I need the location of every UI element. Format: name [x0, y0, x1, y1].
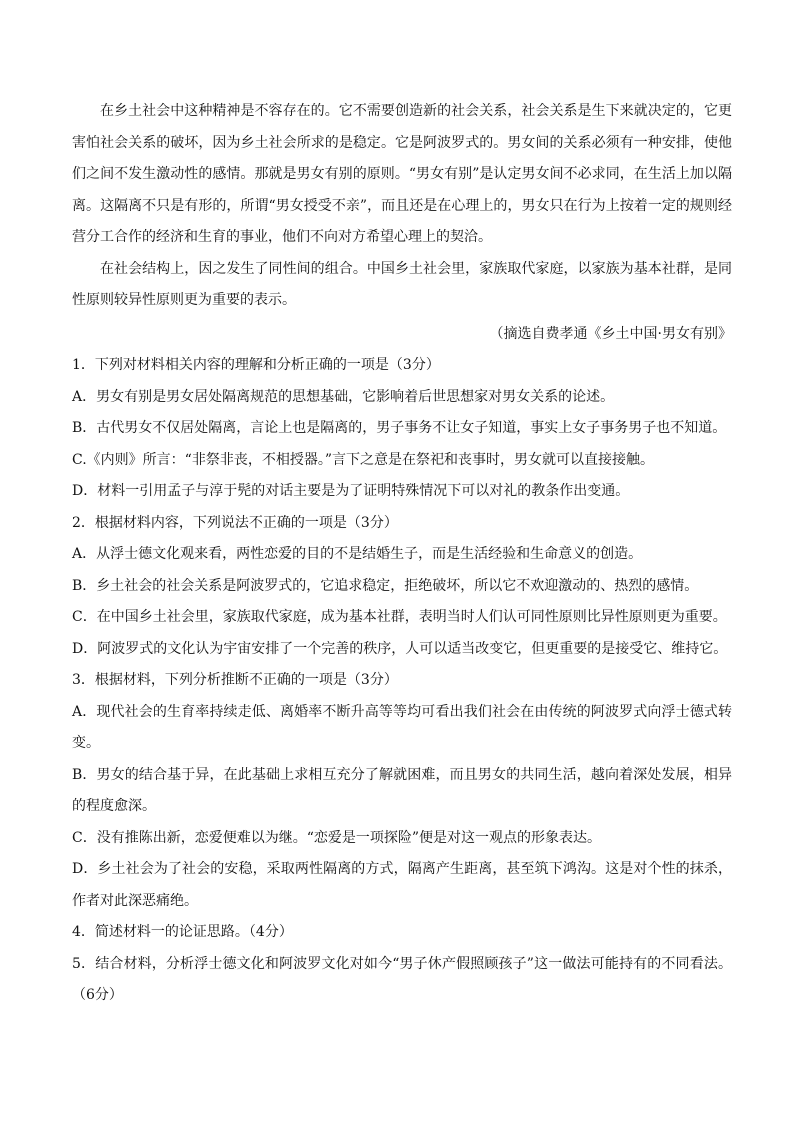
option-c: C．在中国乡土社会里，家族取代家庭，成为基本社群，表明当时人们认可同性原则比异性原则更为重要。 [72, 609, 727, 625]
option-d: D．材料一引用孟子与淳于髡的对话主要是为了证明特殊情况下可以对礼的教条作出变通。 [72, 483, 630, 499]
option-b: B．乡土社会的社会关系是阿波罗式的，它追求稳定，拒绝破坏，所以它不欢迎激动的、热烈的感情。 [72, 577, 699, 594]
option-a: A．现代社会的生育率持续走低、离婚率不断升高等等均可看出我们社会在由传统的阿波罗式向浮士德式转变。 [72, 703, 732, 751]
option-d: D．阿波罗式的文化认为宇宙安排了一个完善的秩序，人可以适当改变它，但更重要的是接受它、维持它。 [72, 640, 728, 657]
passage-paragraph-2: 在社会结构上，因之发生了同性间的组合。中国乡土社会里，家族取代家庭，以家族为基本社群，是同性原则较异性原则更为重要的表示。 [72, 260, 732, 308]
option-c: C.《内则》所言：“非祭非丧，不相授器。”言下之意是在祭祀和丧事时，男女就可以直接接触。 [72, 451, 654, 468]
option-a: A．从浮士德文化观来看，两性恋爱的目的不是结婚生子，而是生活经验和生命意义的创造。 [72, 546, 643, 562]
question-3 [72, 665, 732, 917]
option-c: C．没有推陈出新，恋爱便难以为继。“恋爱是一项探险”便是对这一观点的形象表达。 [72, 829, 602, 846]
passage-paragraph-1: 在乡土社会中这种精神是不容存在的。它不需要创造新的社会关系，社会关系是生下来就决定的，它更害怕社会关系的破坏，因为乡土社会所求的是稳定。它是阿波罗式的。男女间的关系必须有一种安排，使他们之间不发生激动性的感情。那就是男女有别的原则。“男女有别”是认定男女间不必求同，在生活上加以隔离。这隔离不只是有形的，所谓“男女授受不亲”，而且还是在心理上的，男女只在行为上按着一定的规则经营分工合作的经济和生育的事业，他们不向对方希望心理上的契洽。 [72, 103, 732, 245]
passage-source: （摘选自费孝通《乡土中国·男女有别》 [489, 325, 732, 342]
option-b: B．古代男女不仅居处隔离，言论上也是隔离的，男子事务不让女子知道，事实上女子事务男子也不知道。 [72, 420, 727, 436]
question-stem: 1．下列对材料相关内容的理解和分析正确的一项是（3分） [72, 357, 440, 373]
question-stem: 4．简述材料一的论证思路。（4分） [72, 924, 293, 940]
option-a: A．男女有别是男女居处隔离规范的思想基础，它影响着后世思想家对男女关系的论述。 [72, 388, 615, 405]
document-page [72, 96, 732, 1012]
question-stem: 2．根据材料内容，下列说法不正确的一项是（3分） [72, 514, 398, 531]
option-b: B．男女的结合基于异，在此基础上求相互充分了解就困难，而且男女的共同生活，越向着深处发展，相异的程度愈深。 [72, 766, 732, 814]
question-4 [72, 917, 732, 949]
question-1 [72, 350, 732, 508]
option-d: D．乡土社会为了社会的安稳，采取两性隔离的方式，隔离产生距离，甚至筑下鸿沟。这是对个性的抹杀，作者对此深恶痛绝。 [72, 861, 732, 909]
question-stem: 5．结合材料，分析浮士德文化和阿波罗文化对如今“男子休产假照顾孩子”这一做法可能持有的不同看法。（6分） [72, 955, 732, 1003]
question-5 [72, 949, 732, 1012]
question-2 [72, 508, 732, 666]
question-stem: 3．根据材料，下列分析推断不正确的一项是（3分） [72, 672, 398, 688]
